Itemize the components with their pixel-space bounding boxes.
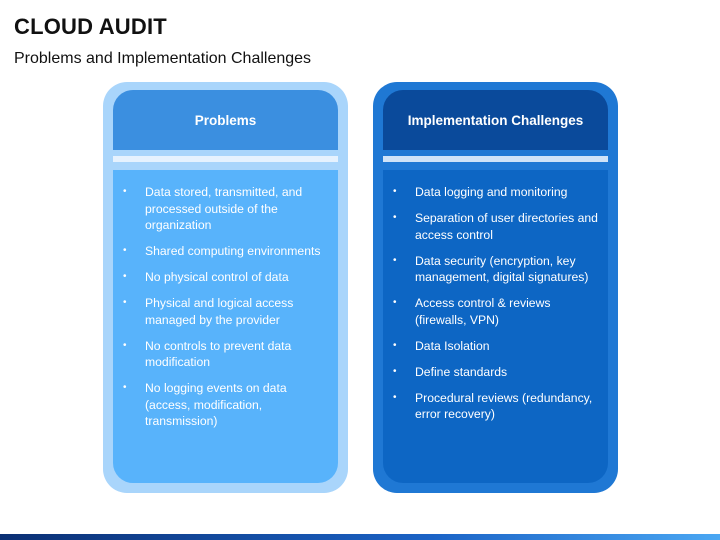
bullet-icon: • — [393, 297, 397, 308]
list-item: • Data security (encryption, key management, digital signatures) — [393, 253, 589, 284]
bullet-icon: • — [123, 339, 127, 351]
bullet-icon: • — [123, 271, 127, 282]
challenges-card — [373, 82, 618, 493]
problems-heading: Problems — [113, 90, 338, 150]
bullet-icon: • — [393, 212, 397, 223]
bullet-icon: • — [393, 186, 397, 197]
list-item: • Procedural reviews (redundancy, error recovery) — [393, 390, 593, 421]
challenges-divider — [383, 156, 608, 162]
list-item: • No controls to prevent data modification — [123, 338, 292, 369]
list-item: • Separation of user directories and access control — [393, 211, 598, 242]
problems-list — [113, 170, 338, 483]
bullet-icon: • — [123, 186, 127, 197]
list-item: • Physical and logical access managed by the provider — [123, 296, 294, 327]
list-item: • Data logging and monitoring — [393, 185, 568, 199]
list-item: • Define standards — [393, 364, 508, 379]
bullet-icon: • — [393, 391, 397, 403]
bullet-icon: • — [123, 297, 127, 308]
list-item: • Access control & reviews (firewalls, VPN) — [393, 296, 551, 327]
problems-divider — [113, 156, 338, 162]
bullet-icon: • — [393, 365, 397, 377]
bullet-icon: • — [123, 382, 127, 393]
page-subtitle: Problems and Implementation Challenges — [14, 50, 312, 67]
bullet-icon: • — [393, 254, 397, 266]
problems-card — [103, 82, 348, 493]
footer-accent-bar — [0, 534, 720, 540]
challenges-list — [383, 170, 608, 483]
list-item: • Data Isolation — [393, 338, 490, 353]
list-item: • No physical control of data — [123, 270, 289, 284]
bullet-icon: • — [393, 339, 397, 351]
page-title: CLOUD AUDIT — [14, 14, 167, 39]
bullet-icon: • — [123, 245, 127, 256]
list-item: • Data stored, transmitted, and processed outside of the organization — [123, 185, 303, 232]
list-item: • Shared computing environments — [123, 244, 321, 258]
list-item: • No logging events on data (access, modification, transmission) — [123, 381, 287, 428]
challenges-heading: Implementation Challenges — [383, 90, 608, 150]
